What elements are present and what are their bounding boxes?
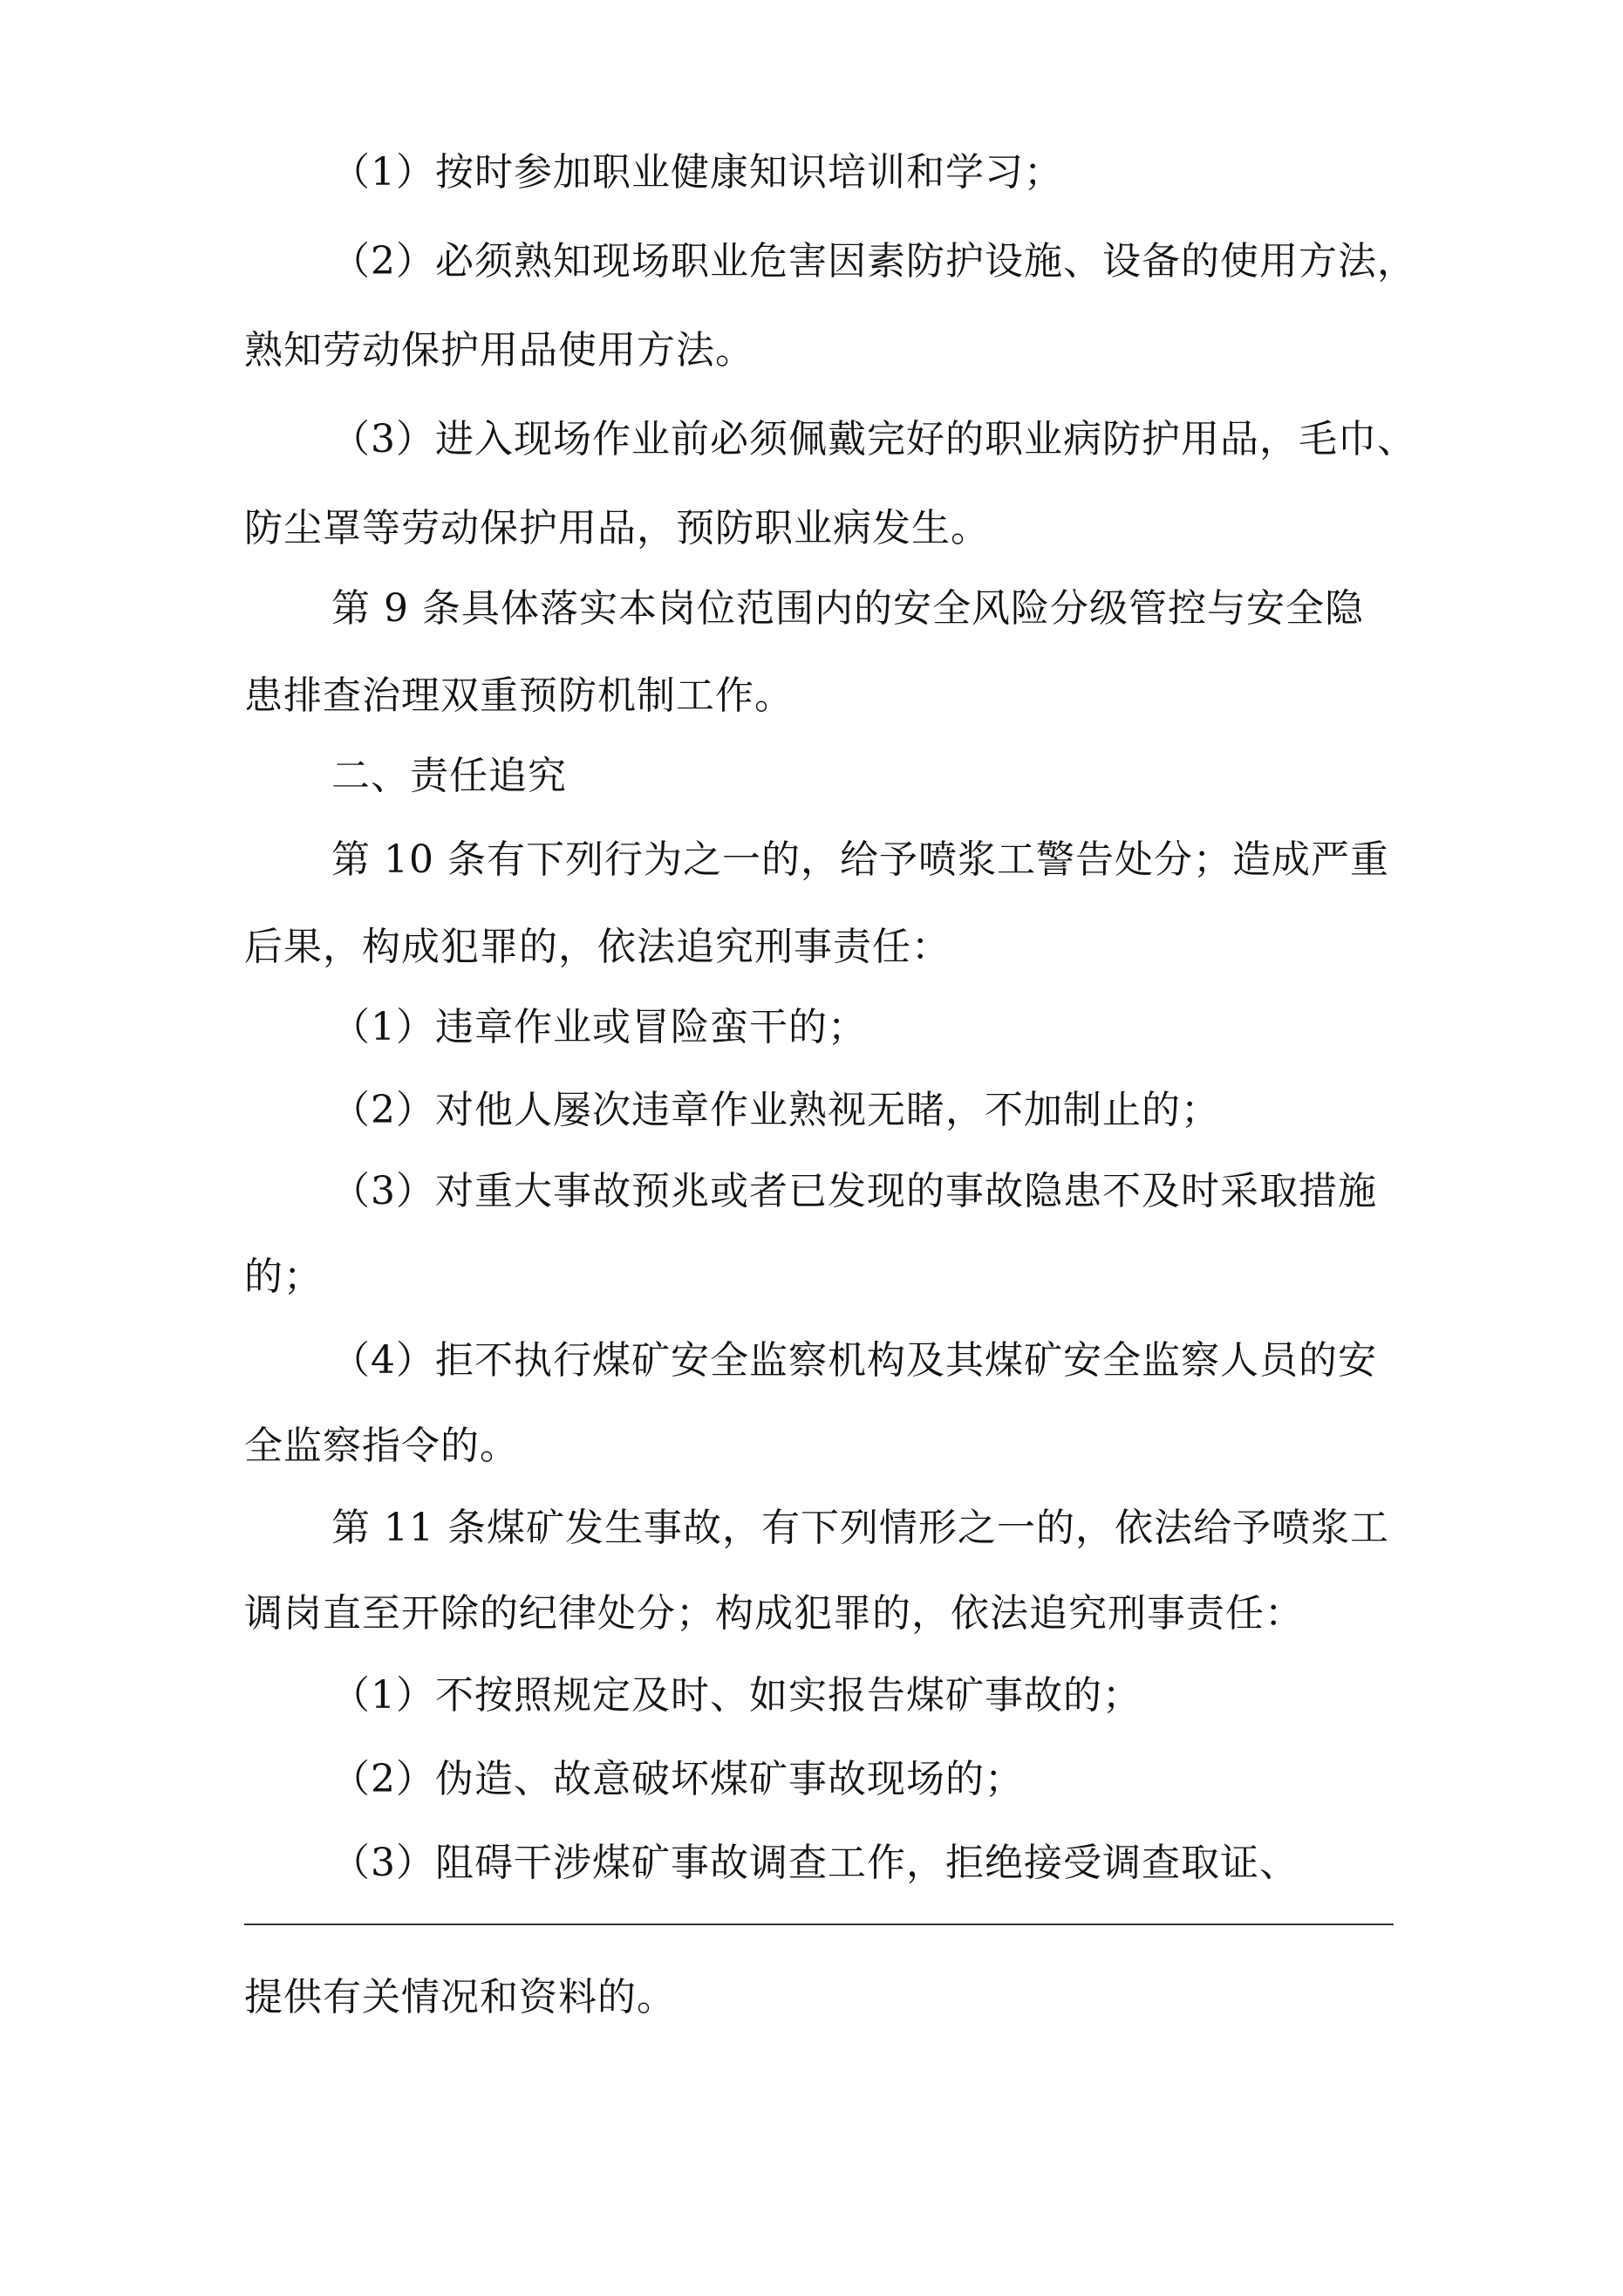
section-heading: 二、责任追究 bbox=[331, 754, 567, 798]
paragraph-line: 的； bbox=[244, 1254, 323, 1299]
paragraph-line: 调岗直至开除的纪律处分；构成犯罪的，依法追究刑事责任： bbox=[244, 1591, 1304, 1636]
paragraph-line: 第 10 条有下列行为之一的，给予喷浆工警告处分；造成严重 bbox=[331, 837, 1389, 882]
paragraph-line: （4）拒不执行煤矿安全监察机构及其煤矿安全监察人员的安 bbox=[331, 1338, 1377, 1383]
paragraph-line: 全监察指令的。 bbox=[244, 1424, 519, 1468]
paragraph-line: 熟知劳动保护用品使用方法。 bbox=[244, 328, 754, 372]
paragraph-line: （2）伪造、故意破坏煤矿事故现场的； bbox=[331, 1757, 1024, 1801]
paragraph-line: （3）对重大事故预兆或者已发现的事故隐患不及时采取措施 bbox=[331, 1169, 1377, 1213]
paragraph-line: （2）必须熟知现场职业危害因素防护设施、设备的使用方法， bbox=[331, 239, 1416, 284]
paragraph-line: （3）阻碍干涉煤矿事故调查工作，拒绝接受调查取证、 bbox=[331, 1841, 1299, 1885]
paragraph-line: 第 9 条具体落实本岗位范围内的安全风险分级管控与安全隐 bbox=[331, 586, 1364, 631]
paragraph-line: （2）对他人屡次违章作业熟视无睹，不加制止的； bbox=[331, 1088, 1220, 1132]
horizontal-rule bbox=[244, 1924, 1394, 1925]
paragraph-line: （1）按时参加职业健康知识培训和学习； bbox=[331, 150, 1063, 195]
paragraph-line: 患排查治理双重预防机制工作。 bbox=[244, 673, 794, 718]
paragraph-line: （1）违章作业或冒险蛮干的； bbox=[331, 1005, 867, 1049]
paragraph-line: （1）不按照规定及时、如实报告煤矿事故的； bbox=[331, 1673, 1142, 1718]
paragraph-line: （3）进入现场作业前必须佩戴完好的职业病防护用品，毛巾、 bbox=[331, 417, 1416, 461]
paragraph-line: 提供有关情况和资料的。 bbox=[244, 1975, 676, 2019]
paragraph-line: 第 11 条煤矿发生事故，有下列情形之一的，依法给予喷浆工 bbox=[331, 1506, 1389, 1550]
paragraph-line: 后果，构成犯罪的，依法追究刑事责任： bbox=[244, 925, 951, 969]
paragraph-line: 防尘罩等劳动保护用品，预防职业病发生。 bbox=[244, 506, 990, 550]
